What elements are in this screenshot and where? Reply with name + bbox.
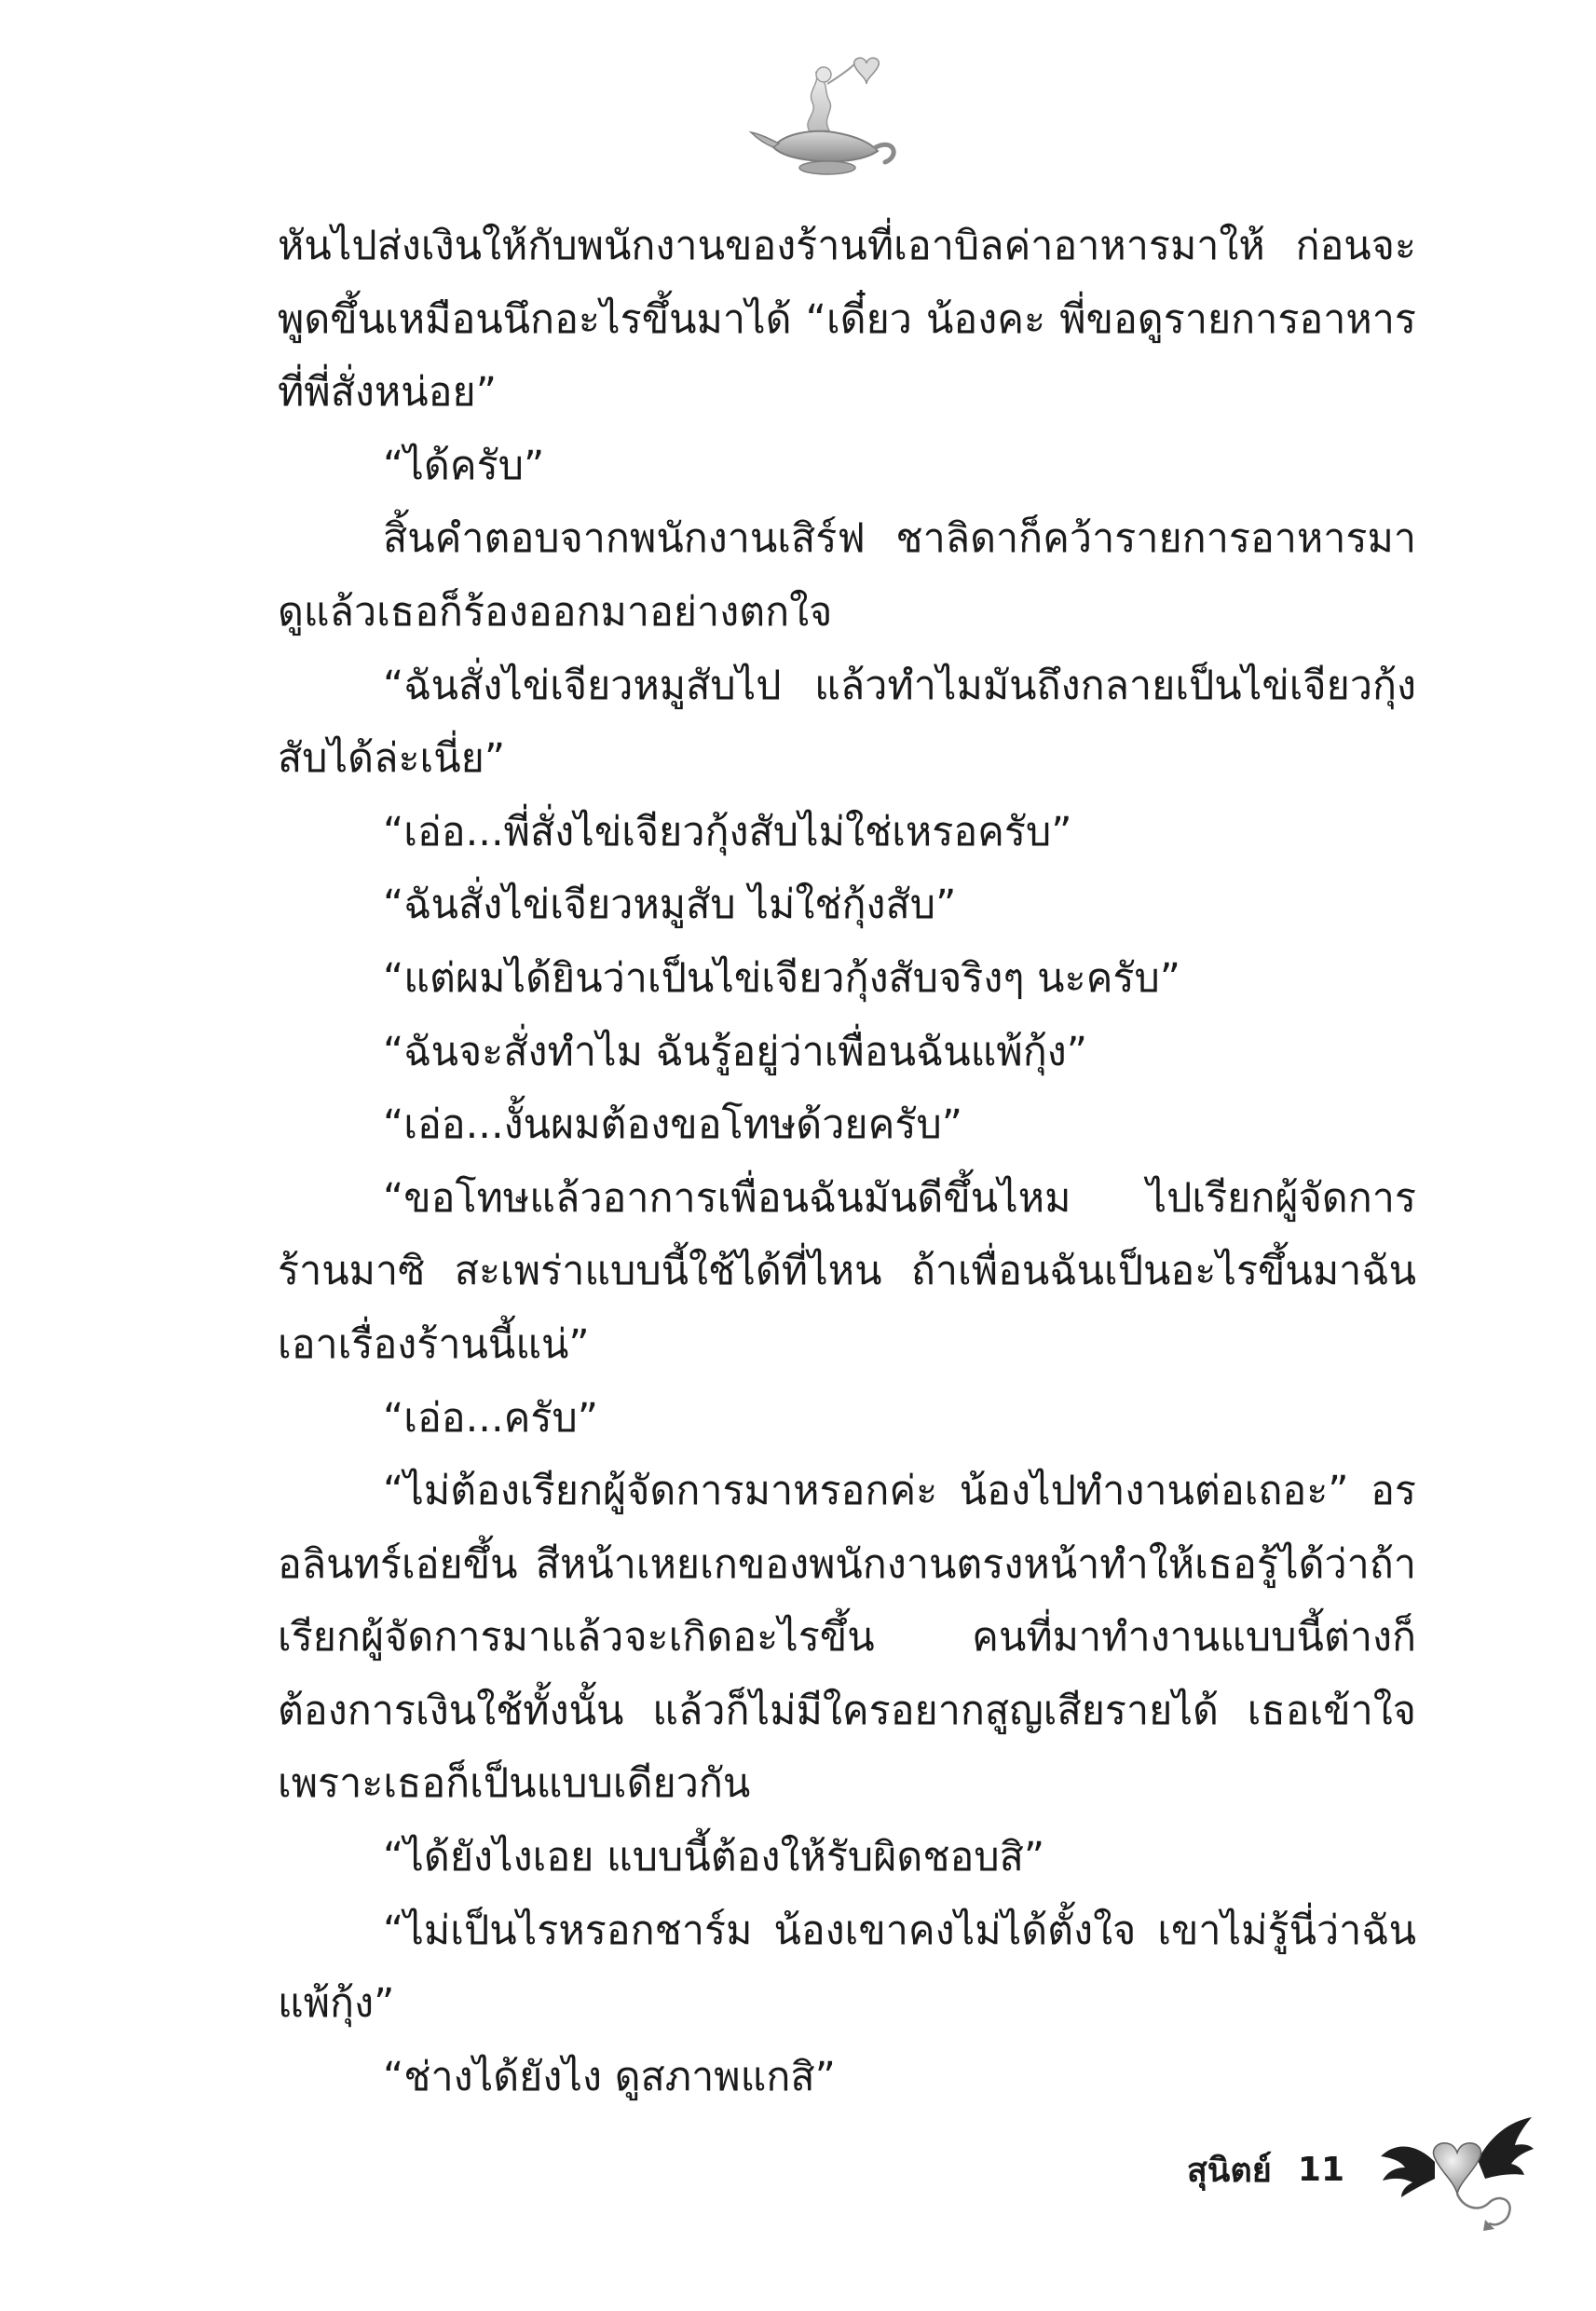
- paragraph: “เอ่อ...งั้นผมต้องขอโทษด้วยครับ”: [383, 1101, 963, 1149]
- paragraph: “เอ่อ...ครับ”: [383, 1394, 599, 1442]
- paragraph: “แต่ผมได้ยินว่าเป็นไข่เจียวกุ้งสับจริงๆ นะครับ”: [383, 954, 1181, 1002]
- paragraph: “ขอโทษแล้วอาการเพื่อนฉันมันดีขึ้นไหม ไปเรียกผู้จัดการร้านมาซิ สะเพร่าแบบนี้ใช้ได้ที่ไหน ถ้าเพื่อนฉันเป็นอะไรขึ้นมาฉันเอาเรื่องร้านนี้แน่”: [278, 1174, 1416, 1368]
- footer-author: สุนิตย์: [1186, 2151, 1272, 2190]
- genie-lamp-icon: [745, 47, 913, 186]
- winged-heart-icon: [1377, 2104, 1535, 2244]
- paragraph: “ช่างได้ยังไง ดูสภาพแกสิ”: [383, 2053, 836, 2100]
- paragraph: “ฉันจะสั่งทำไม ฉันรู้อยู่ว่าเพื่อนฉันแพ้กุ้ง”: [383, 1028, 1088, 1075]
- paragraph: “ไม่เป็นไรหรอกชาร์ม น้องเขาคงไม่ได้ตั้งใจ เขาไม่รู้นี่ว่าฉันแพ้กุ้ง”: [278, 1907, 1416, 2028]
- paragraph: หันไปส่งเงินให้กับพนักงานของร้านที่เอาบิลค่าอาหารมาให้ ก่อนจะพูดขึ้นเหมือนนึกอะไรขึ้นมาได้ “เดี๋ยว น้องคะ พี่ขอดูรายการอาหารที่พี่สั่งหน่อย”: [278, 223, 1416, 417]
- paragraph: “ได้ครับ”: [383, 442, 545, 489]
- paragraph: “ไม่ต้องเรียกผู้จัดการมาหรอกค่ะ น้องไปทำงานต่อเถอะ” อรอลินทร์เอ่ยขึ้น สีหน้าเหยเกของพนักงานตรงหน้าทำให้เธอรู้ได้ว่าถ้าเรียกผู้จัดการมาแล้วจะเกิดอะไรขึ้น คนที่มาทำงานแบบนี้ต่างก็ต้องการเงินใช้ทั้งนั้น แล้วก็ไม่มีใครอยากสูญเสียรายได้ เธอเข้าใจเพราะเธอก็เป็นแบบเดียวกัน: [278, 1468, 1416, 1808]
- paragraph: “ฉันสั่งไข่เจียวหมูสับ ไม่ใช่กุ้งสับ”: [383, 882, 957, 929]
- page-number: 11: [1297, 2150, 1344, 2189]
- body-text: [278, 210, 1416, 2113]
- paragraph: สิ้นคำตอบจากพนักงานเสิร์ฟ ชาลิดาก็คว้ารายการอาหารมาดูแล้วเธอก็ร้องออกมาอย่างตกใจ: [278, 515, 1416, 636]
- paragraph: “ฉันสั่งไข่เจียวหมูสับไป แล้วทำไมมันถึงกลายเป็นไข่เจียวกุ้งสับได้ล่ะเนี่ย”: [278, 662, 1416, 783]
- paragraph: “เอ่อ...พี่สั่งไข่เจียวกุ้งสับไม่ใช่เหรอครับ”: [383, 808, 1072, 855]
- page-footer: [1187, 2141, 1344, 2197]
- paragraph: “ได้ยังไงเอย แบบนี้ต้องให้รับผิดชอบสิ”: [383, 1834, 1045, 1881]
